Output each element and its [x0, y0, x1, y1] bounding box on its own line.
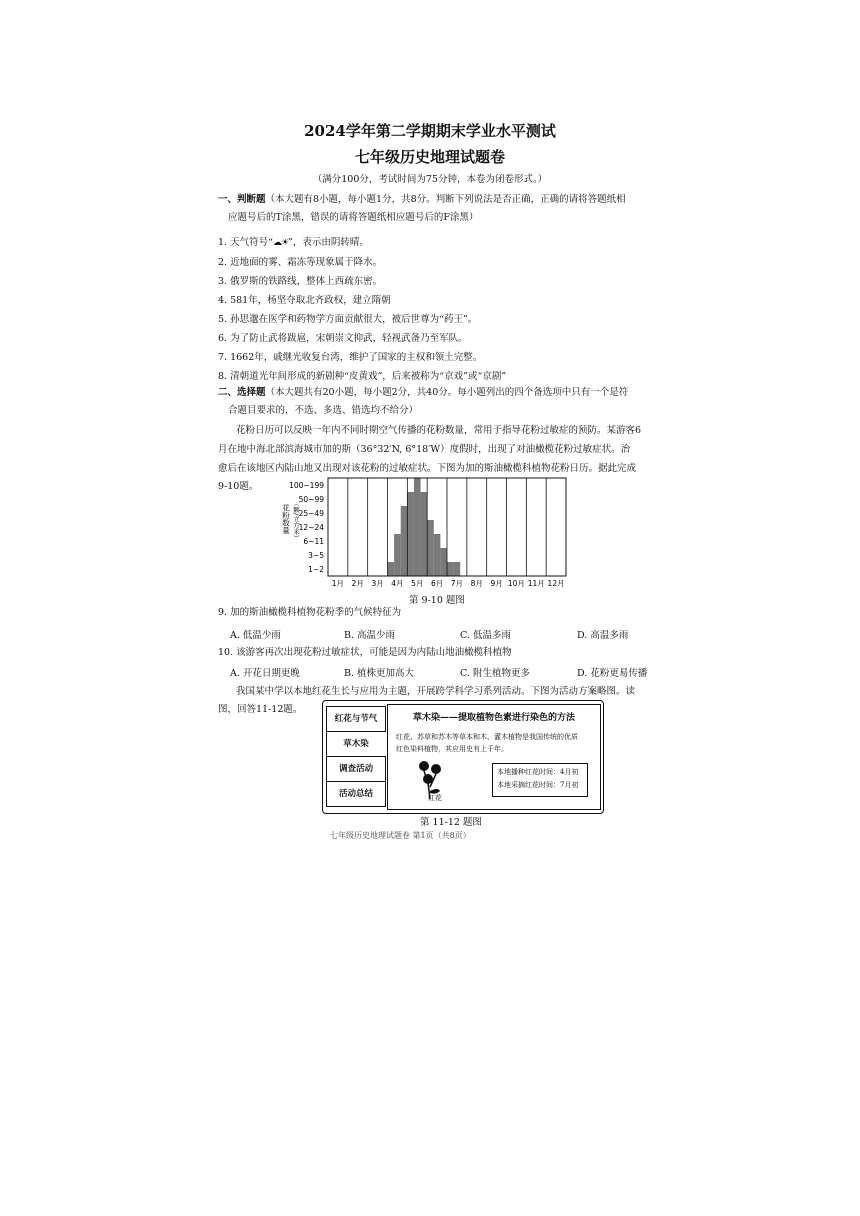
q10-option-d: D. 花粉更易传播 — [577, 668, 648, 679]
intro-line-4: 9-10题。 — [218, 481, 259, 492]
y-axis-label: 花粉数量 — [281, 504, 291, 534]
card-line-picking: 本地采摘红花时间：7月初 — [497, 781, 579, 789]
panel-text-line-1: 红花、苏草和苏木等草本和木、灌木植物是我国传统的优质 — [396, 733, 578, 741]
y-tick-label: 50~99 — [298, 495, 324, 504]
activity-panel — [387, 704, 601, 810]
exam-title: 2024学年第二学期期末学业水平测试 — [304, 122, 556, 140]
pollen-calendar-chart — [276, 474, 576, 594]
section1-title: 一、判断题 — [218, 194, 266, 205]
q10-option-b: B. 植株更加高大 — [344, 668, 415, 679]
tab-diaocha: 调查活动 — [326, 756, 386, 782]
activity-plan-figure — [322, 700, 604, 814]
pollen-bar — [427, 520, 434, 576]
question-1 — [218, 236, 369, 250]
planting-info-card — [492, 763, 588, 797]
intro-line-6: 图，回答11-12题。 — [218, 704, 303, 715]
y-tick-label: 25~49 — [298, 509, 324, 518]
y-tick-label: 12~24 — [298, 523, 324, 532]
section2-desc-cont: 合题目要求的，不选、多选、错选均不给分） — [228, 405, 419, 416]
exam-subtitle: 七年级历史地理试题卷 — [354, 148, 505, 166]
question-3: 3. 俄罗斯的铁路线，整体上西疏东密。 — [218, 276, 383, 287]
question-5: 5. 孙思邈在医学和药物学方面贡献很大，被后世尊为“药王”。 — [218, 314, 478, 325]
pollen-bar — [414, 478, 421, 576]
x-tick-label: 2月 — [351, 579, 364, 588]
q9-option-d: D. 高温多雨 — [577, 630, 629, 641]
x-tick-label: 1月 — [331, 579, 345, 588]
pollen-bar — [454, 562, 461, 576]
figure-caption-11-12: 第 11-12 题图 — [420, 817, 482, 828]
q1-post: ”，表示由阴转晴。 — [288, 237, 369, 248]
question-6: 6. 为了防止武将跋扈，宋朝崇文抑武，轻视武备乃至军队。 — [218, 333, 468, 344]
question-10: 10. 该游客再次出现花粉过敏症状，可能是因为内陆山地油橄榄科植物 — [218, 647, 512, 658]
figure-caption-9-10: 第 9-10 题图 — [409, 595, 465, 606]
y-tick-label: 3~5 — [308, 551, 324, 560]
intro-line-5: 我国某中学以本地红花生长与应用为主题，开展跨学科学习系列活动。下图为活动方案略图。读 — [236, 686, 636, 697]
x-tick-label: 5月 — [411, 579, 424, 588]
panel-text — [396, 731, 596, 755]
x-tick-label: 10月 — [507, 579, 525, 588]
page-footer: 七年级历史地理试题卷 第1页（共8页） — [330, 831, 471, 840]
x-tick-label: 6月 — [430, 579, 444, 588]
section2-heading — [218, 386, 628, 399]
x-tick-label: 4月 — [391, 579, 404, 588]
intro-line-2: 月在地中海北部滨海城市加的斯（36°32′N, 6°18′W）度假时，出现了对油橄榄花粉过敏症状。治 — [218, 444, 631, 455]
panel-title: 草木染——提取植物色素进行染色的方法 — [412, 713, 575, 723]
y-tick-label: 100~199 — [289, 481, 324, 490]
exam-note: （满分100分，考试时间为75分钟，本卷为闭卷形式。） — [312, 174, 548, 185]
x-tick-label: 9月 — [490, 579, 503, 588]
x-tick-label: 11月 — [527, 579, 545, 588]
x-tick-label: 12月 — [547, 579, 565, 588]
intro-line-3: 愈后在该地区内陆山地又出现对该花粉的过敏症状。下图为加的斯油橄榄科植物花粉日历。据此完成 — [218, 463, 637, 474]
question-4: 4. 581年，杨坚夺取北齐政权，建立隋朝 — [218, 295, 391, 306]
x-tick-label: 7月 — [450, 579, 464, 588]
weather-symbol-icon: ☁☀ — [272, 238, 289, 248]
pollen-bar — [447, 562, 454, 576]
question-2: 2. 近地面的雾、霜冻等现象属于降水。 — [218, 257, 383, 268]
question-9: 9. 加的斯油橄榄科植物花粉季的气候特征为 — [218, 607, 402, 618]
q9-option-b: B. 高温少雨 — [344, 630, 396, 641]
tab-honghua-jieqi: 红花与节气 — [326, 706, 386, 732]
q1-pre: 1. 天气符号“ — [218, 237, 273, 248]
pollen-bar — [388, 562, 395, 576]
pollen-bar — [440, 548, 447, 576]
tab-caomuran: 草木染 — [326, 731, 385, 757]
y-axis-unit: （颗/立方米） — [292, 500, 300, 542]
q10-option-a: A. 开花日期更晚 — [230, 668, 300, 679]
pollen-bar — [421, 492, 428, 576]
pollen-bar — [394, 534, 401, 576]
q9-option-c: C. 低温多雨 — [460, 630, 511, 641]
q9-option-a: A. 低温少雨 — [230, 630, 281, 641]
x-tick-label: 8月 — [470, 579, 483, 588]
tab-zongjie: 活动总结 — [326, 781, 386, 807]
section2-title: 二、选择题 — [218, 387, 266, 398]
question-7: 7. 1662年，戚继光收复台湾，维护了国家的主权和领土完整。 — [218, 352, 483, 363]
card-line-sowing: 本地播种红花时间：4月初 — [497, 768, 579, 776]
section1-desc-cont: 应题号后的T涂黑，错误的请将答题纸相应题号后的F涂黑） — [228, 212, 479, 223]
y-tick-label: 1~2 — [308, 565, 324, 574]
intro-line-1: 花粉日历可以反映一年内不同时期空气传播的花粉数量，常用于指导花粉过敏症的预防。某游客6 — [236, 425, 642, 436]
panel-text-line-2: 红色染料植物，其应用史有上千年。 — [396, 745, 508, 753]
pollen-bar — [434, 534, 441, 576]
question-8: 8. 清朝道光年间形成的新剧种“皮黄戏”，后来被称为“京戏”或“京剧” — [218, 371, 507, 382]
section1-desc: （本大题有8小题，每小题1分，共8分。判断下列说法是否正确，正确的请将答题纸相 — [265, 194, 626, 205]
flower-label: 红花 — [428, 794, 442, 802]
x-tick-label: 3月 — [371, 579, 384, 588]
section1-heading — [218, 193, 626, 206]
pollen-bar — [407, 492, 414, 576]
y-tick-label: 6~11 — [303, 537, 324, 546]
section2-desc: （本大题共有20小题，每小题2分，共40分。每小题列出的四个备选项中只有一个是符 — [265, 387, 629, 398]
pollen-bar — [401, 506, 408, 576]
q10-option-c: C. 附生植物更多 — [460, 668, 530, 679]
